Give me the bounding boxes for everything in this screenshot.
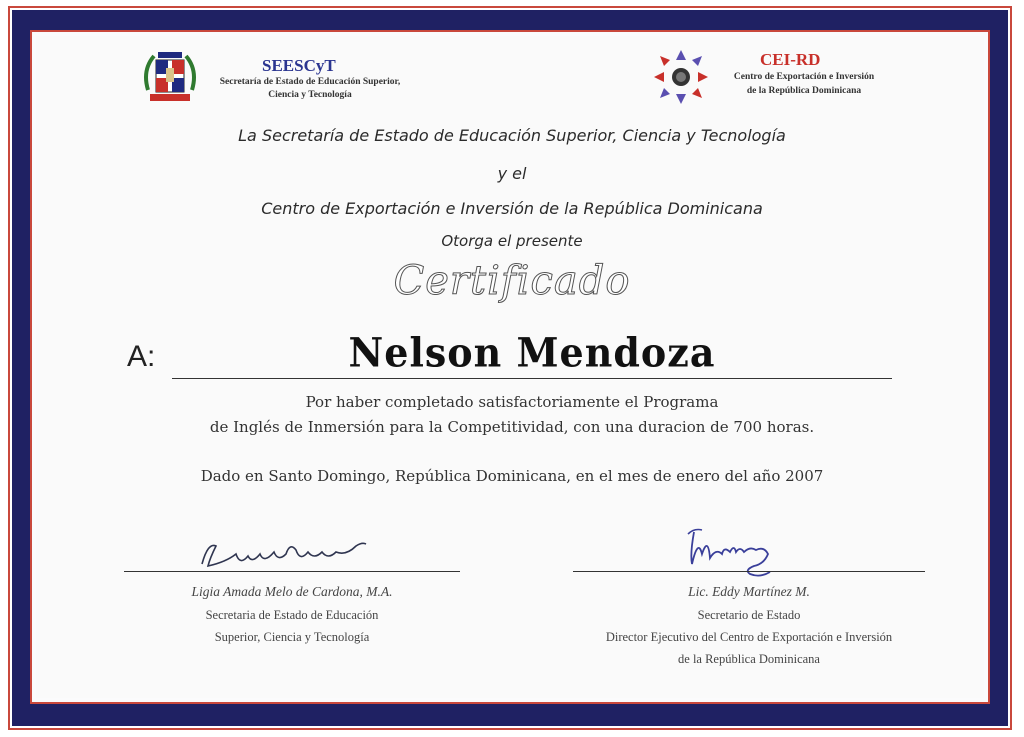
body-line-completed: Por haber completado satisfactoriamente el Programa bbox=[305, 393, 719, 411]
left-signer-role-line2: Superior, Ciencia y Tecnología bbox=[214, 630, 370, 644]
certificate-title: Certificado bbox=[393, 258, 631, 304]
header-line-y-el: y el bbox=[497, 164, 527, 183]
seescyt-subtitle-line1: Secretaría de Estado de Educación Superior, bbox=[219, 77, 401, 87]
left-signature-icon bbox=[196, 536, 372, 572]
seescyt-subtitle-line2: Ciencia y Tecnología bbox=[268, 90, 352, 100]
right-signature-line bbox=[573, 571, 925, 572]
left-signer-role bbox=[124, 604, 460, 648]
header-line-otorga: Otorga el presente bbox=[441, 232, 583, 250]
recipient-underline bbox=[172, 378, 892, 379]
header-line-centro: Centro de Exportación e Inversión de la República Dominicana bbox=[261, 199, 763, 218]
right-signer-role-line3: de la República Dominicana bbox=[678, 652, 820, 666]
right-signature-icon bbox=[684, 524, 780, 584]
header-line-secretaria: La Secretaría de Estado de Educación Superior, Ciencia y Tecnología bbox=[238, 126, 786, 145]
body-line-date-place: Dado en Santo Domingo, República Dominicana, en el mes de enero del año 2007 bbox=[200, 467, 824, 485]
cei-rd-subtitle bbox=[718, 70, 890, 98]
right-signer-role-line2: Director Ejecutivo del Centro de Exportación e Inversión bbox=[605, 630, 893, 644]
right-signer-role-line1: Secretario de Estado bbox=[697, 608, 801, 622]
body-line-program: de Inglés de Inmersión para la Competitividad, con una duracion de 700 horas. bbox=[209, 418, 815, 436]
left-signature-line bbox=[124, 571, 460, 572]
left-signer-role-line1: Secretaria de Estado de Educación bbox=[205, 608, 379, 622]
recipient-name: Nelson Mendoza bbox=[348, 328, 716, 377]
recipient-prefix: A: bbox=[127, 340, 156, 373]
cei-rd-star-logo-icon bbox=[652, 48, 710, 106]
cei-rd-title: CEI-RD bbox=[760, 50, 821, 69]
dominican-coat-of-arms-icon bbox=[140, 50, 200, 108]
left-signer-name: Ligia Amada Melo de Cardona, M.A. bbox=[191, 584, 393, 599]
seescyt-subtitle bbox=[204, 76, 416, 102]
right-signer-name: Lic. Eddy Martínez M. bbox=[688, 584, 810, 599]
cei-rd-subtitle-line1: Centro de Exportación e Inversión bbox=[733, 72, 875, 82]
cei-rd-subtitle-line2: de la República Dominicana bbox=[746, 86, 862, 96]
right-signer-role bbox=[560, 604, 938, 670]
seescyt-title: SEESCyT bbox=[262, 56, 336, 75]
